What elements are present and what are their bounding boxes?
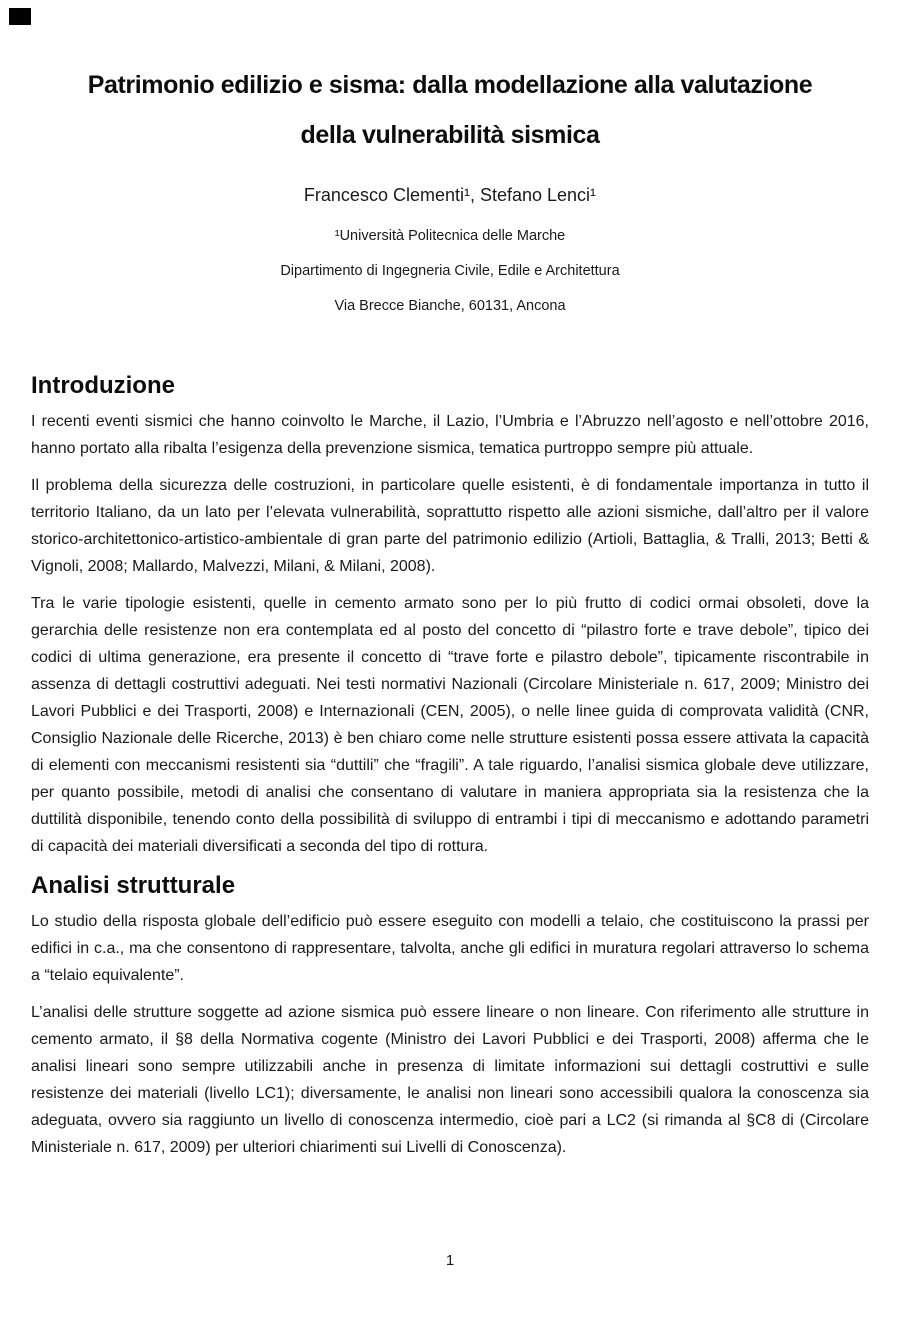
paragraph-analisi-1: Lo studio della risposta globale dell’edificio può essere eseguito con modelli a telaio, che costituiscono la prassi per edifici in c.a., ma che consentono di rappresentare, talvolta, anche gli edifici in muratura regolari attraverso lo schema a “telaio equivalente”. [31,913,869,984]
paragraph-intro-3: Tra le varie tipologie esistenti, quelle in cemento armato sono per lo più frutto di codici ormai obsoleti, dove la gerarchia delle resistenze non era contemplata ed al posto del concetto di “pilastro forte e trave debole”, tipico dei codici di ultima generazione, era presente il concetto di “trave forte e pilastro debole”, tipicamente riscontrabile in assenza di dettagli costruttivi adeguati. Nei testi normativi Nazionali (Circolare Ministeriale n. 617, 2009; Ministro dei Lavori Pubblici e dei Trasporti, 2008) e Internazionali (CEN, 2005), o nelle linee guida di comprovata validità (CNR, Consiglio Nazionale delle Ricerche, 2013) è ben chiaro come nelle strutture esistenti possa essere attivata la capacità di elementi con meccanismi resistenti sia “duttili” che “fragili”. A tale riguardo, l’analisi sismica globale deve utilizzare, per quanto possibile, metodi di analisi che consentano di valutare in maniera appropriata sia la resistenza che la duttilità disponibile, tenendo conto della possibilità di sviluppo di entrambi i tipi di meccanismo e adottando parametri di capacità dei materiali diversificati a seconda del tipo di rottura. [31,595,869,855]
paper-title [31,0,869,160]
page-number: 1 [445,1252,455,1269]
affiliation-address: Via Brecce Bianche, 60131, Ancona [334,298,566,314]
paragraph-intro-1: I recenti eventi sismici che hanno coinvolto le Marche, il Lazio, l’Umbria e l’Abruzzo nell’agosto e nell’ottobre 2016, hanno portato alla ribalta l’esigenza della prevenzione sismica, tematica purtroppo sempre più attuale. [31,413,869,457]
paragraph-analisi-2: L’analisi delle strutture soggette ad azione sismica può essere lineare o non lineare. Con riferimento alle strutture in cemento armato, il §8 della Normativa cogente (Ministro dei Lavori Pubblici e dei Trasporti, 2008) afferma che le analisi lineari sono sempre utilizzabili anche in presenza di limitate informazioni sui dettagli costruttivi e sulle resistenze dei materiali (livello LC1); diversamente, le analisi non lineari sono accessibili qualora la conoscenza sia adeguata, ovvero sia raggiunto un livello di conoscenza intermedio, cioè pari a LC2 (si rimanda al §C8 di (Circolare Ministeriale n. 617, 2009) per ulteriori chiarimenti sui Livelli di Conoscenza). [31,1004,869,1156]
corner-mark [9,8,31,25]
affiliation-department: Dipartimento di Ingegneria Civile, Edile e Architettura [280,263,620,279]
section-heading-analisi-strutturale: Analisi strutturale [31,872,236,899]
affiliation-university: ¹Università Politecnica delle Marche [334,228,566,244]
section-heading-introduzione: Introduzione [31,372,175,399]
title-line-1: Patrimonio edilizio e sisma: dalla modellazione alla valutazione [87,71,813,99]
title-line-2: della vulnerabilità sismica [300,121,600,149]
paragraph-intro-2: Il problema della sicurezza delle costruzioni, in particolare quelle esistenti, è di fondamentale importanza in tutto il territorio Italiano, da un lato per l’elevata vulnerabilità, soprattutto rispetto alle azioni sismiche, dall’altro per il valore storico-architettonico-artistico-ambientale di gran parte del patrimonio edilizio (Artioli, Battaglia, & Tralli, 2013; Betti & Vignoli, 2008; Mallardo, Malvezzi, Milani, & Milani, 2008). [31,477,869,575]
authors-line: Francesco Clementi¹, Stefano Lenci¹ [303,185,597,205]
